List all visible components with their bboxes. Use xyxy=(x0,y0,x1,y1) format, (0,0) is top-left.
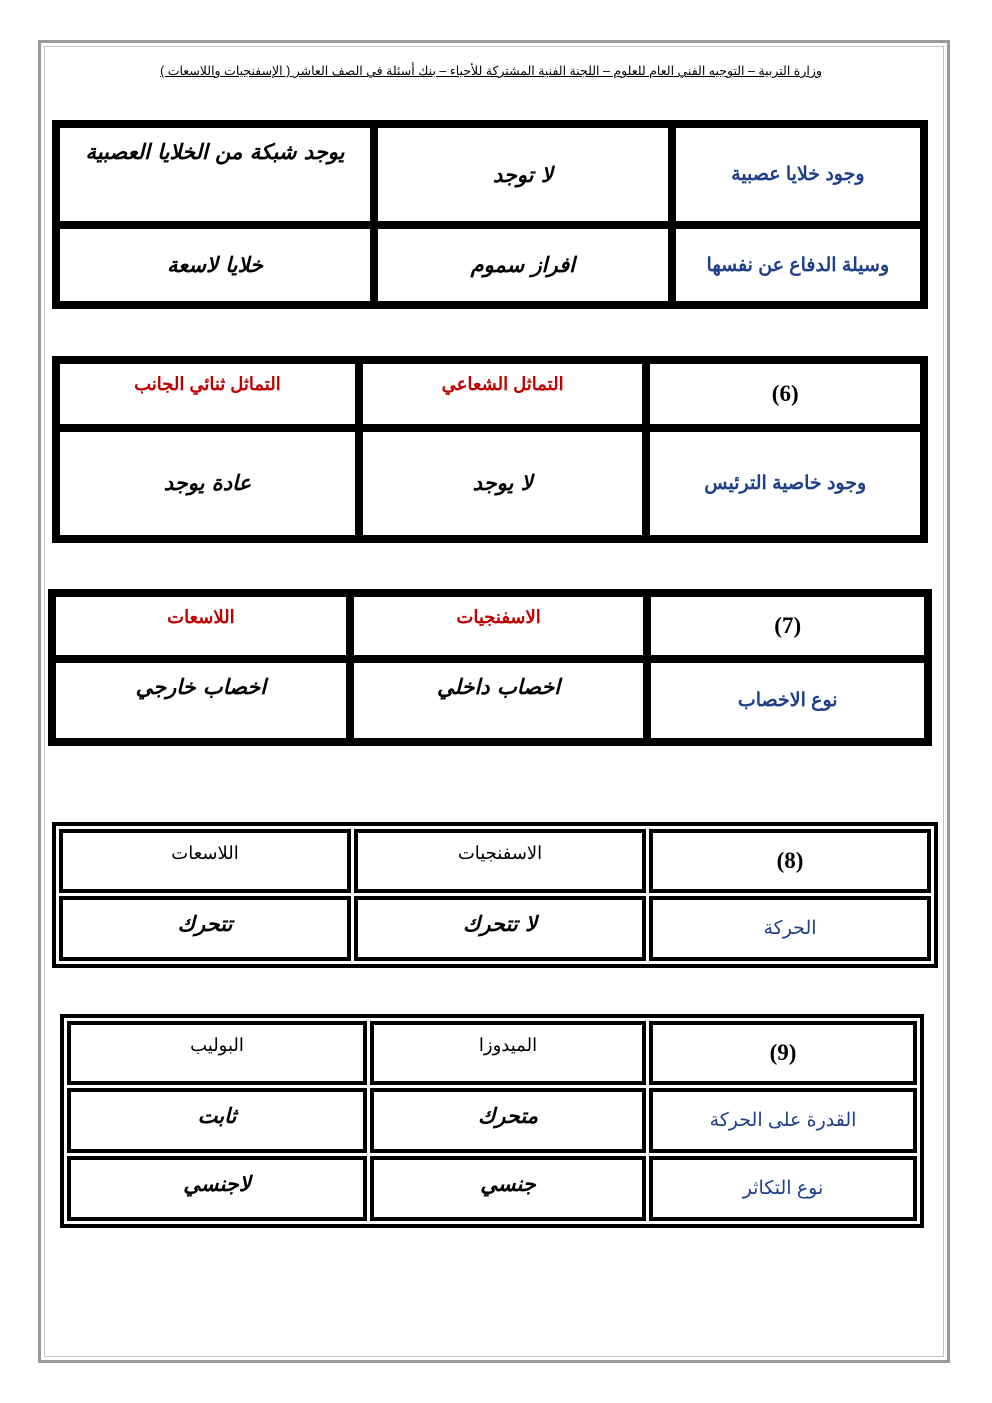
table-row xyxy=(59,896,931,961)
table-row xyxy=(56,225,924,305)
page-header: وزارة التربية – التوجيه الفني العام للعلوم – اللجنة الفنية المشتركة للأحياء – بنك أسئلة في الصف العاشر ( الإسفنجيات واللاسعات ) xyxy=(160,64,822,78)
answer-cell: خلايا لاسعة xyxy=(56,225,374,305)
question-number: (9) xyxy=(649,1021,917,1085)
column-heading: الاسفنجيات xyxy=(354,829,646,893)
table-question-9 xyxy=(60,1014,924,1228)
row-label: وجود خلايا عصبية xyxy=(672,124,924,225)
answer-cell: متحرك xyxy=(370,1088,646,1153)
column-heading: الاسفنجيات xyxy=(350,593,648,659)
table-header-row xyxy=(52,593,928,659)
row-label: نوع التكاثر xyxy=(649,1156,917,1221)
row-label: وجود خاصية الترئيس xyxy=(646,428,924,539)
answer-cell: يوجد شبكة من الخلايا العصبية xyxy=(56,124,374,225)
table-header-row xyxy=(56,360,924,428)
answer-cell: اخصاب خارجي xyxy=(52,659,350,742)
column-heading: الميدوزا xyxy=(370,1021,646,1085)
table-question-8 xyxy=(52,822,938,968)
table-question-7 xyxy=(48,589,932,746)
question-number: (6) xyxy=(646,360,924,428)
answer-cell: لا توجد xyxy=(374,124,672,225)
column-heading: التماثل الشعاعي xyxy=(359,360,647,428)
answer-cell: اخصاب داخلي xyxy=(350,659,648,742)
answer-cell: لا تتحرك xyxy=(354,896,646,961)
row-label: نوع الاخصاب xyxy=(647,659,928,742)
answer-cell: لاجنسي xyxy=(67,1156,367,1221)
table-row xyxy=(56,428,924,539)
question-number: (8) xyxy=(649,829,931,893)
answer-cell: تتحرك xyxy=(59,896,351,961)
column-heading: التماثل ثنائي الجانب xyxy=(56,360,359,428)
table-row xyxy=(67,1156,917,1221)
table-row xyxy=(67,1088,917,1153)
column-heading: اللاسعات xyxy=(59,829,351,893)
table-question-6 xyxy=(52,356,928,543)
table-header-row xyxy=(67,1021,917,1085)
answer-cell: ثابت xyxy=(67,1088,367,1153)
answer-cell: لا يوجد xyxy=(359,428,647,539)
row-label: وسيلة الدفاع عن نفسها xyxy=(672,225,924,305)
answer-cell: افراز سموم xyxy=(374,225,672,305)
row-label: الحركة xyxy=(649,896,931,961)
table-header-row xyxy=(59,829,931,893)
question-number: (7) xyxy=(647,593,928,659)
table-nervous-defense xyxy=(52,120,928,309)
table-row xyxy=(52,659,928,742)
row-label: القدرة على الحركة xyxy=(649,1088,917,1153)
table-row xyxy=(56,124,924,225)
answer-cell: جنسي xyxy=(370,1156,646,1221)
answer-cell: عادة يوجد xyxy=(56,428,359,539)
column-heading: البوليب xyxy=(67,1021,367,1085)
column-heading: اللاسعات xyxy=(52,593,350,659)
